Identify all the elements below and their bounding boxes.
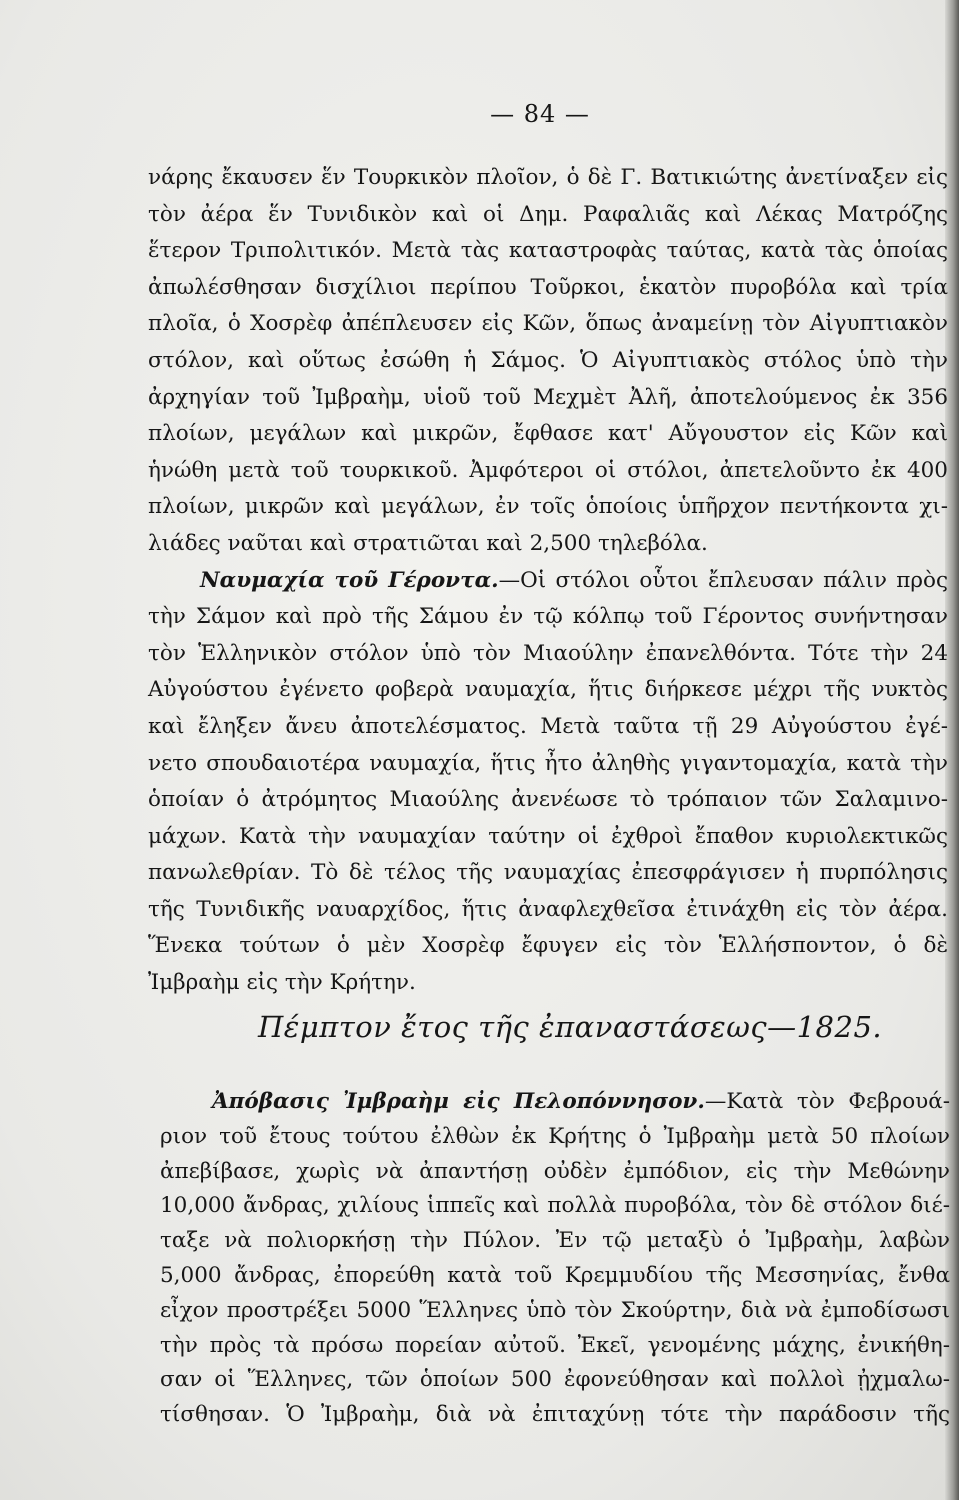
text-line: ἀρχηγίαν τοῦ Ἰμβραὴμ, υἱοῦ τοῦ Μεχμὲτ Ἀλῆ, ἀποτελούμενος ἐκ 356 (148, 384, 948, 410)
text-line: τὸν Ἑλληνικὸν στόλον ὑπὸ τὸν Μιαούλην ἐπανελθόντα. Τότε τὴν 24 (148, 640, 948, 666)
text-line: τὴν Σάμον καὶ πρὸ τῆς Σάμου ἐν τῷ κόλπῳ τοῦ Γέροντος συνήντησαν (148, 604, 948, 630)
text-line: εἶχον προστρέξει 5000 Ἕλληνες ὑπὸ τὸν Σκούρτην, διὰ νὰ ἐμποδίσωσι (160, 1297, 950, 1323)
text-line: πλοίων, μεγάλων καὶ μικρῶν, ἔφθασε κατ' Αὔγουστον εἰς Κῶν καὶ (148, 421, 948, 447)
text-line: 5,000 ἄνδρας, ἐπορεύθη κατὰ τοῦ Κρεμμυδίου τῆς Μεσσηνίας, ἔνθα (160, 1262, 950, 1288)
text-line: πλοίων, μικρῶν καὶ μεγάλων, ἐν τοῖς ὁποίοις ὑπῆρχον πεντήκοντα χι- (148, 494, 948, 520)
text-run: —Οἱ στόλοι οὗτοι ἔπλευσαν πάλιν πρὸς (498, 567, 949, 593)
text-line: Αὐγούστου ἐγένετο φοβερὰ ναυμαχία, ἥτις διήρκεσε μέχρι τῆς νυκτὸς (148, 677, 948, 703)
text-line: τὸν ἀέρα ἕν Τυνιδικὸν καὶ οἱ Δημ. Ραφαλιᾶς καὶ Λέκας Ματρόζης (148, 201, 948, 227)
text-line: ὁποίαν ὁ ἀτρόμητος Μιαούλης ἀνενέωσε τὸ τρόπαιον τῶν Σαλαμινο- (148, 787, 948, 813)
text-line: ἀπωλέσθησαν δισχίλιοι περίπου Τοῦρκοι, ἑκατὸν πυροβόλα καὶ τρία (148, 274, 948, 300)
text-line: ταξε νὰ πολιορκήσῃ τὴν Πύλον. Ἐν τῷ μεταξὺ ὁ Ἰμβραὴμ, λαβὼν (160, 1228, 950, 1254)
text-line: ἕτερον Τριπολιτικόν. Μετὰ τὰς καταστροφὰς ταύτας, κατὰ τὰς ὁποίας (148, 238, 948, 264)
text-line: ἀπεβίβασε, χωρὶς νὰ ἀπαντήσῃ οὐδὲν ἐμπόδιον, εἰς τὴν Μεθώνην (160, 1158, 950, 1184)
text-line: νετο σπουδαιοτέρα ναυμαχία, ἥτις ἦτο ἀληθὴς γιγαντομαχία, κατὰ τὴν (148, 750, 948, 776)
text-line: σαν οἱ Ἕλληνες, τῶν ὁποίων 500 ἐφονεύθησαν καὶ πολλοὶ ᾐχμαλω- (160, 1367, 950, 1393)
section-heading: Πέμπτον ἔτος τῆς ἐπαναστάσεως—1825. (258, 1010, 883, 1044)
paragraph-subheading: Ναυμαχία τοῦ Γέροντα. (200, 567, 499, 593)
paragraph-subheading: Ἀπόβασις Ἰμβραὴμ εἰς Πελοπόννησον. (212, 1089, 705, 1114)
text-line: ριον τοῦ ἔτους τούτου ἐλθὼν ἐκ Κρήτης ὁ Ἰμβραὴμ μετὰ 50 πλοίων (160, 1123, 950, 1149)
text-line: πανωλεθρίαν. Τὸ δὲ τέλος τῆς ναυμαχίας ἐπεσφράγισεν ἡ πυρπόλησις (148, 860, 948, 886)
text-line: Ἕνεκα τούτων ὁ μὲν Χοσρὲφ ἔφυγεν εἰς τὸν Ἑλλήσποντον, ὁ δὲ (148, 933, 948, 959)
text-line: τῆς Τυνιδικῆς ναυαρχίδος, ἥτις ἀναφλεχθεῖσα ἐτινάχθη εἰς τὸν ἀέρα. (148, 896, 948, 922)
text-line: μάχων. Κατὰ τὴν ναυμαχίαν ταύτην οἱ ἐχθροὶ ἔπαθον κυριολεκτικῶς (148, 823, 948, 849)
text-block-lower (160, 1085, 950, 1433)
text-run: —Κατὰ τὸν Φεβρουά- (704, 1089, 950, 1114)
text-line: ἡνώθη μετὰ τοῦ τουρκικοῦ. Ἀμφότεροι οἱ στόλοι, ἀπετελοῦντο ἐκ 400 (148, 457, 948, 483)
text-line: 10,000 ἄνδρας, χιλίους ἱππεῖς καὶ πολλὰ πυροβόλα, τὸν δὲ στόλον διέ- (160, 1193, 950, 1219)
text-line: πλοῖα, ὁ Χοσρὲφ ἀπέπλευσεν εἰς Κῶν, ὅπως ἀναμείνῃ τὸν Αἰγυπτιακὸν (148, 311, 948, 337)
text-block-upper (148, 160, 948, 1002)
text-line: λιάδες ναῦται καὶ στρατιῶται καὶ 2,500 τηλεβόλα. (148, 530, 708, 556)
page-number: — 84 — (490, 100, 590, 128)
paragraph-first-line (148, 563, 948, 600)
text-line: Ἰμβραὴμ εἰς τὴν Κρήτην. (148, 970, 416, 996)
text-line: στόλον, καὶ οὕτως ἐσώθη ἡ Σάμος. Ὁ Αἰγυπτιακὸς στόλος ὑπὸ τὴν (148, 347, 948, 373)
text-line: τίσθησαν. Ὁ Ἰμβραὴμ, διὰ νὰ ἐπιταχύνῃ τότε τὴν παράδοσιν τῆς (160, 1402, 950, 1428)
paragraph-first-line (160, 1085, 950, 1120)
text-line: καὶ ἔληξεν ἄνευ ἀποτελέσματος. Μετὰ ταῦτα τῇ 29 Αὐγούστου ἐγέ- (148, 713, 948, 739)
text-line: τὴν πρὸς τὰ πρόσω πορείαν αὐτοῦ. Ἐκεῖ, γενομένης μάχης, ἐνικήθη- (160, 1332, 950, 1358)
text-line: νάρης ἔκαυσεν ἕν Τουρκικὸν πλοῖον, ὁ δὲ Γ. Βατικιώτης ἀνετίναξεν εἰς (148, 165, 948, 190)
